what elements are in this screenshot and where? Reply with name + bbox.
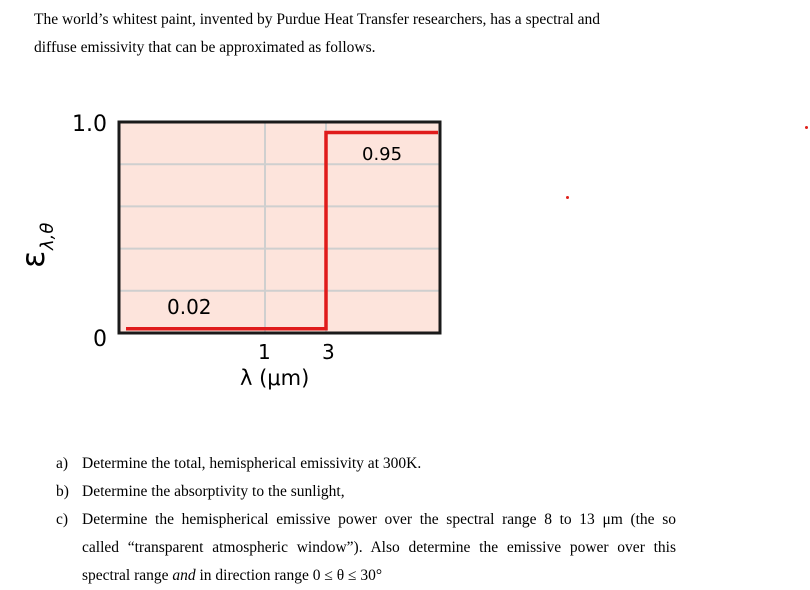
red-dot-marker-edge [805, 126, 808, 129]
low-value-label: 0.02 [167, 295, 212, 319]
y-tick-0: 0 [93, 327, 107, 352]
question-c [56, 506, 676, 590]
y-axis-label [14, 223, 58, 268]
question-c-line-1: Determine the hemispherical emissive power over the spectral range 8 to 13 μm (the so [82, 511, 676, 528]
high-value-label: 0.95 [362, 144, 403, 165]
question-c-label: c) [56, 511, 69, 528]
question-a [56, 450, 676, 478]
x-tick-1: 1 [258, 340, 271, 364]
x-tick-3: 3 [322, 340, 335, 364]
intro-line-2: diffuse emissivity that can be approximated as follows. [34, 39, 376, 56]
question-c-emphasis: and [172, 567, 196, 584]
question-list [56, 450, 676, 590]
question-a-text: Determine the total, hemispherical emissivity at 300K. [82, 455, 422, 472]
y-tick-1: 1.0 [72, 112, 107, 137]
x-axis-label: λ (μm) [240, 366, 310, 390]
question-c-line-3-end: in direction range 0 ≤ θ ≤ 30° [195, 567, 383, 584]
question-c-line-2: called “transparent atmospheric window”). Also determine the emissive power over this [82, 539, 676, 556]
y-axis-symbol: ε [14, 250, 52, 268]
red-dot-marker [566, 196, 569, 199]
question-b-label: b) [56, 483, 69, 500]
intro-line-1: The world’s whitest paint, invented by Purdue Heat Transfer researchers, has a spectral and [34, 11, 601, 28]
question-b [56, 478, 676, 506]
question-a-label: a) [56, 455, 69, 472]
question-c-line-3-start: spectral range [82, 567, 173, 584]
question-b-text: Determine the absorptivity to the sunlight, [82, 483, 345, 500]
y-axis-subscript: λ,θ [37, 222, 58, 250]
